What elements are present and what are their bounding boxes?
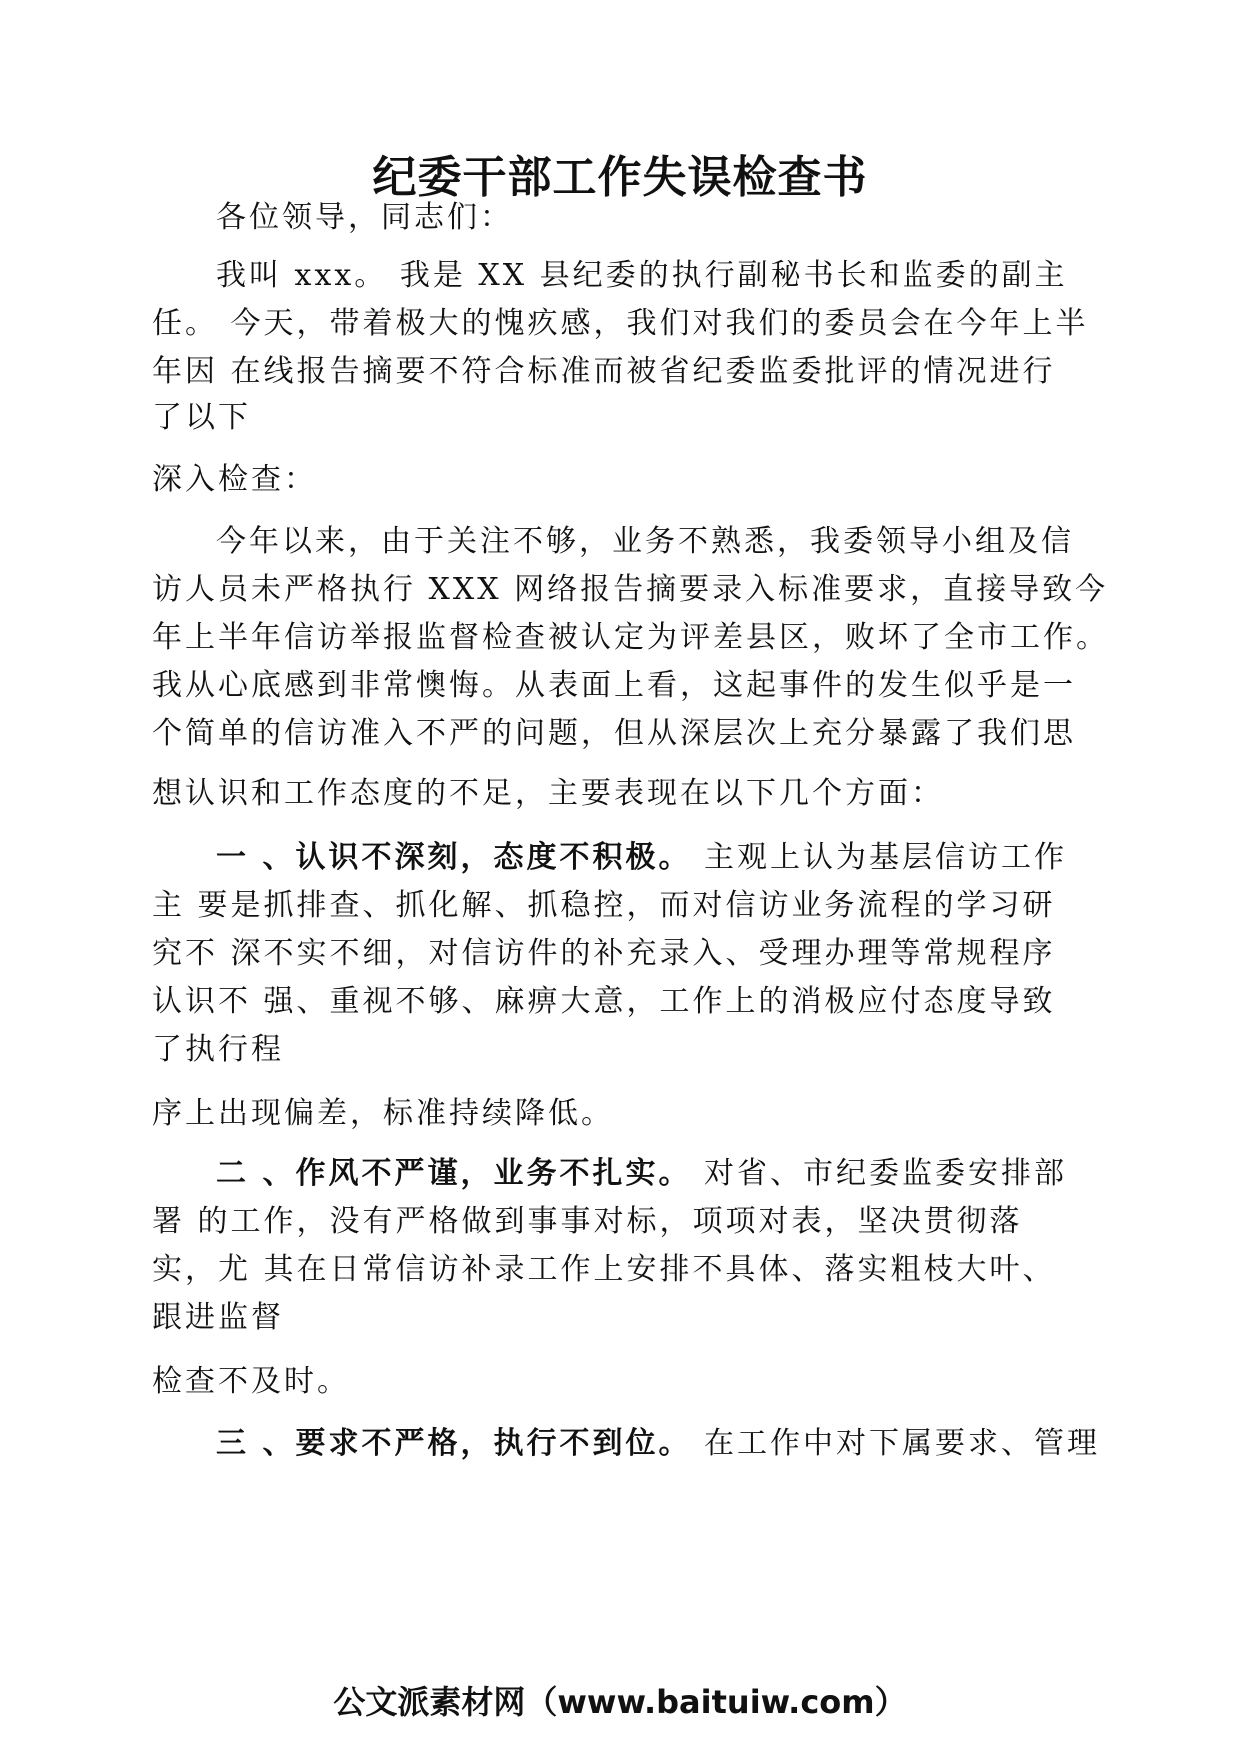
para2-line-5: 个简单的信访准入不严的问题，但从深层次上充分暴露了我们思 <box>152 716 1076 751</box>
intro-line-2: 任。 今天，带着极大的愧疚感，我们对我们的委员会在今年上半 <box>152 306 1089 341</box>
section1-first-rest: 主观上认为基层信访工作 <box>691 840 1067 875</box>
section3-first-rest: 在工作中对下属要求、管理 <box>691 1426 1100 1461</box>
section1-line-2: 主 要是抓排查、抓化解、抓稳控，而对信访业务流程的学习研 <box>152 888 1056 923</box>
section1-first-line <box>216 838 1067 878</box>
section1-heading: 一 、认识不深刻，态度不积极。 <box>216 840 692 875</box>
section2-first-rest: 对省、市纪委监委安排部 <box>691 1156 1067 1191</box>
section1-line-5: 了执行程 <box>152 1032 284 1067</box>
salutation: 各位领导，同志们： <box>216 200 513 235</box>
footer-watermark: 公文派素材网（www.baituiw.com） <box>333 1683 907 1721</box>
para2-line-3: 年上半年信访举报监督检查被认定为评差县区，败坏了全市工作。 <box>152 620 1109 655</box>
section2-first-line <box>216 1154 1067 1194</box>
intro-line-1: 我叫 xxx。 我是 XX 县纪委的执行副秘书长和监委的副主 <box>216 258 1068 293</box>
para2-line-4: 我从心底感到非常懊悔。从表面上看，这起事件的发生似乎是一 <box>152 668 1076 703</box>
section3-first-line <box>216 1424 1100 1464</box>
section2-line-3: 实，尤 其在日常信访补录工作上安排不具体、落实粗枝大叶、 <box>152 1252 1056 1287</box>
section2-line-5: 检查不及时。 <box>152 1364 350 1399</box>
section2-line-2: 署 的工作，没有严格做到事事对标，项项对表，坚决贯彻落 <box>152 1204 1023 1239</box>
intro-line-4: 了以下 <box>152 400 251 435</box>
section1-line-3: 究不 深不实不细，对信访件的补充录入、受理办理等常规程序 <box>152 936 1056 971</box>
section3-heading: 三 、要求不严格，执行不到位。 <box>216 1426 692 1461</box>
para2-line-1: 今年以来，由于关注不够，业务不熟悉，我委领导小组及信 <box>216 524 1074 559</box>
section1-line-4: 认识不 强、重视不够、麻痹大意，工作上的消极应付态度导致 <box>152 984 1056 1019</box>
section2-heading: 二 、作风不严谨，业务不扎实。 <box>216 1156 692 1191</box>
section1-line-6: 序上出现偏差，标准持续降低。 <box>152 1096 614 1131</box>
section2-line-4: 跟进监督 <box>152 1300 284 1335</box>
para2-line-2: 访人员未严格执行 XXX 网络报告摘要录入标准要求，直接导致今 <box>152 572 1109 607</box>
intro-line-3: 年因 在线报告摘要不符合标准而被省纪委监委批评的情况进行 <box>152 354 1056 389</box>
para2-line-6: 想认识和工作态度的不足，主要表现在以下几个方面： <box>152 776 944 811</box>
intro-line-5: 深入检查： <box>152 462 317 497</box>
document-title: 纪委干部工作失误检查书 <box>372 152 868 203</box>
